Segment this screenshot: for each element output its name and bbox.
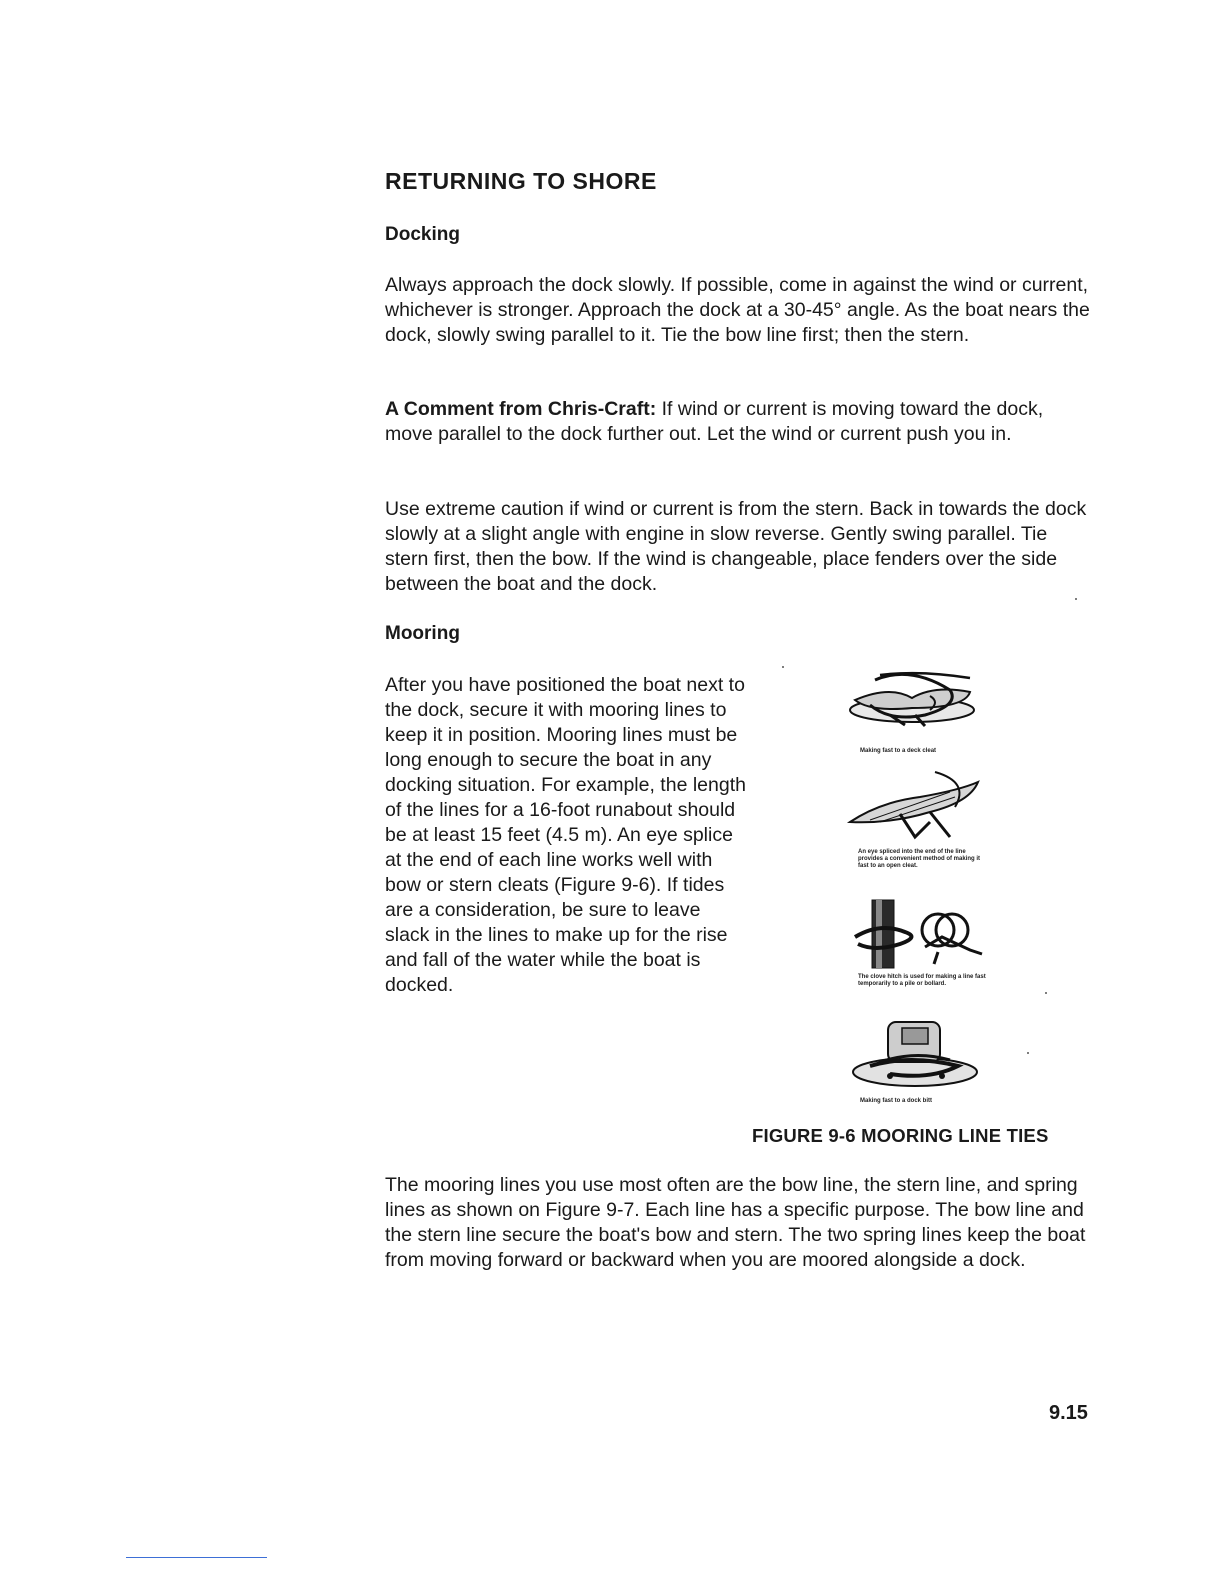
- docking-subheading: Docking: [385, 224, 460, 245]
- open-cleat-icon: [830, 762, 1000, 847]
- section-heading: RETURNING TO SHORE: [385, 168, 657, 194]
- clove-hitch-icon: [830, 892, 1000, 972]
- dock-bitt-illustration: [830, 1014, 1000, 1114]
- scan-speck: [1045, 992, 1047, 994]
- eye-splice-illustration: [830, 762, 1000, 882]
- chris-craft-comment: [385, 397, 1095, 447]
- comment-text: If wind or current is moving toward the dock, move parallel to the dock further out. Let the wind or current push you in.: [385, 398, 1044, 445]
- deck-cleat-caption: Making fast to a deck cleat: [860, 748, 937, 754]
- comment-label: A Comment from Chris-Craft:: [385, 398, 657, 420]
- deck-cleat-icon: [830, 660, 1000, 740]
- eye-splice-caption: An eye spliced into the end of the line provides a convenient method of making it fast to an open cleat.: [858, 849, 981, 869]
- scan-speck: [1075, 598, 1077, 600]
- clove-hitch-illustration: [830, 892, 1000, 1012]
- docking-paragraph-approach: Always approach the dock slowly. If possible, come in against the wind or current, whichever is stronger. Approach the dock at a 30-45° angle. As the boat nears the dock, slowly swing parallel to it. Tie the bow line first; then the stern.: [385, 274, 1090, 346]
- footer-rule: [126, 1557, 267, 1558]
- mooring-lines-paragraph: The mooring lines you use most often are the bow line, the stern line, and spring lines as shown on Figure 9-7. Each line has a specific purpose. The bow line and the stern line secure the boat's bow and stern. The two spring lines keep the boat from moving forward or backward when you are moored alongside a dock.: [385, 1174, 1086, 1271]
- docking-paragraph-caution: Use extreme caution if wind or current is from the stern. Back in towards the dock slowly at a slight angle with engine in slow reverse. Gently swing parallel. Tie stern first, then the bow. If the wind is changeable, place fenders over the side between the boat and the dock.: [385, 498, 1087, 595]
- clove-hitch-caption: The clove hitch is used for making a line fast temporarily to a pile or bollard.: [858, 974, 986, 987]
- page-number: 9.15: [1049, 1402, 1088, 1424]
- dock-bitt-caption: Making fast to a dock bitt: [860, 1098, 933, 1104]
- dock-bitt-icon: [830, 1014, 1000, 1094]
- mooring-subheading: Mooring: [385, 623, 460, 644]
- scan-speck: [1027, 1052, 1029, 1054]
- mooring-paragraph: After you have positioned the boat next to the dock, secure it with mooring lines to keep it in position. Mooring lines must be long enough to secure the boat in any docking situation. For example, the length of the lines for a 16-foot runabout should be at least 15 feet (4.5 m). An eye splice at the end of each line works well with bow or stern cleats (Figure 9-6). If tides are a consideration, be sure to leave slack in the lines to make up for the rise and fall of the water while the boat is docked.: [385, 674, 746, 996]
- scan-speck: [782, 666, 784, 668]
- figure-title: FIGURE 9-6 MOORING LINE TIES: [752, 1125, 1049, 1146]
- deck-cleat-illustration: [830, 660, 1000, 760]
